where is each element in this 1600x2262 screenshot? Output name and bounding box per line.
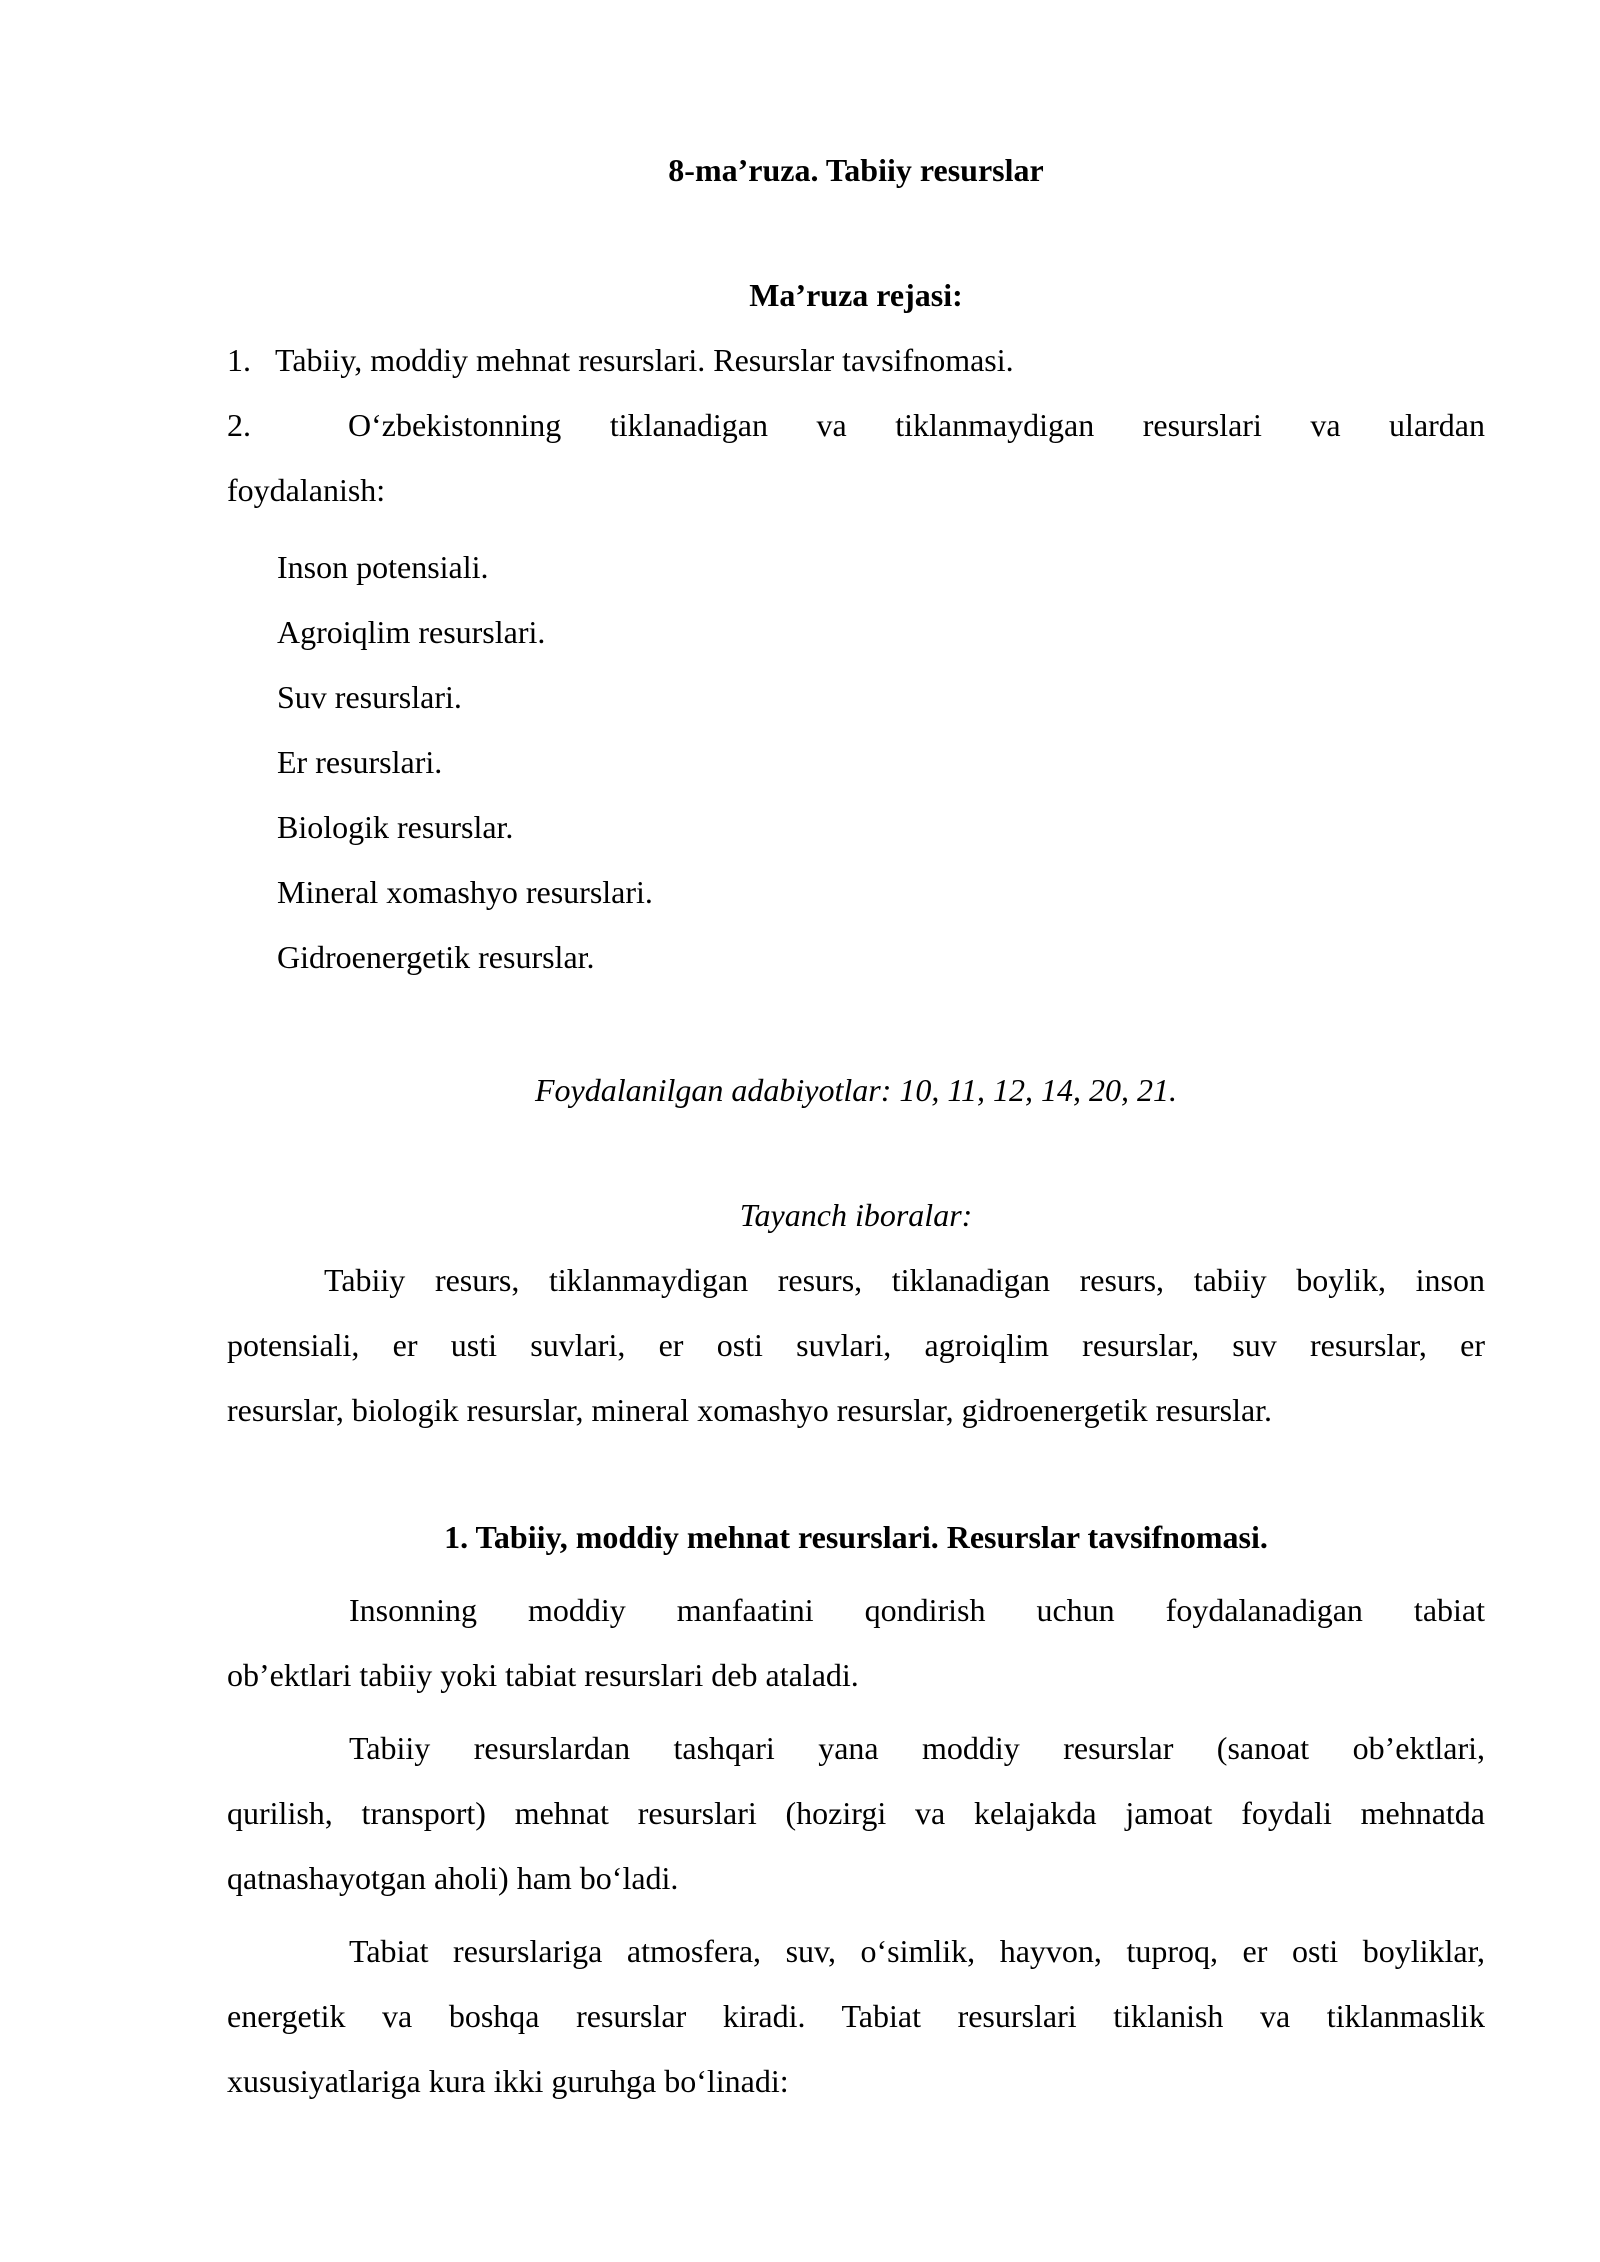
plan-sub-items <box>227 535 1485 990</box>
keywords-paragraph <box>227 1248 1485 1443</box>
paragraph-3-line: Tabiat resurslariga atmosfera, suv, oʻsimlik, hayvon, tuproq, er osti boyliklar, <box>349 1933 1485 1969</box>
paragraph-1-line: Insonning moddiy manfaatini qondirish uchun foydalanadigan tabiat <box>349 1592 1485 1628</box>
section-1-heading: 1. Tabiiy, moddiy mehnat resurslari. Resurslar tavsifnomasi. <box>444 1519 1268 1555</box>
plan-item-2-line-1: 2. Oʻzbekistonning tiklanadigan va tiklanmaydigan resurslari va ulardan <box>227 407 1485 443</box>
paragraph-3 <box>227 1919 1485 2114</box>
references-line: Foydalanilgan adabiyotlar: 10, 11, 12, 14, 20, 21. <box>534 1072 1178 1108</box>
plan-item-2-line-2: foydalanish: <box>227 472 386 508</box>
plan-item-2 <box>227 393 1485 523</box>
paragraph-3-line: xususiyatlariga kura ikki guruhga boʻlinadi: <box>227 2063 789 2099</box>
paragraph-3-line: energetik va boshqa resurslar kiradi. Tabiat resurslari tiklanish va tiklanmaslik <box>227 1998 1485 2034</box>
keywords-paragraph-line: resurslar, biologik resurslar, mineral xomashyo resurslar, gidroenergetik resurslar. <box>227 1392 1273 1428</box>
plan-sub-item: Er resurslari. <box>277 744 443 780</box>
plan-sub-item: Biologik resurslar. <box>277 809 514 845</box>
plan-sub-item: Suv resurslari. <box>277 679 462 715</box>
paragraph-2-line: qatnashayotgan aholi) ham boʻladi. <box>227 1860 679 1896</box>
keywords-paragraph-line: Tabiiy resurs, tiklanmaydigan resurs, tiklanadigan resurs, tabiiy boylik, inson <box>324 1262 1485 1298</box>
paragraph-2-line: Tabiiy resurslardan tashqari yana moddiy resurslar (sanoat ob’ektlari, <box>349 1730 1485 1766</box>
document-title: 8-ma’ruza. Tabiiy resurslar <box>668 152 1044 188</box>
paragraph-1 <box>227 1578 1485 1708</box>
plan-sub-item: Agroiqlim resurslari. <box>277 614 546 650</box>
paragraph-2-line: qurilish, transport) mehnat resurslari (hozirgi va kelajakda jamoat foydali mehnatda <box>227 1795 1485 1831</box>
plan-sub-item: Mineral xomashyo resurslari. <box>277 874 653 910</box>
keywords-paragraph-line: potensiali, er usti suvlari, er osti suvlari, agroiqlim resurslar, suv resurslar, er <box>227 1327 1485 1363</box>
plan-item-1: 1. Tabiiy, moddiy mehnat resurslari. Resurslar tavsifnomasi. <box>227 342 1014 378</box>
paragraph-1-line: ob’ektlari tabiiy yoki tabiat resurslari deb ataladi. <box>227 1657 859 1693</box>
plan-sub-item: Inson potensiali. <box>277 549 489 585</box>
plan-heading: Ma’ruza rejasi: <box>749 277 963 313</box>
keywords-heading: Tayanch iboralar: <box>739 1197 973 1233</box>
plan-sub-item: Gidroenergetik resurslar. <box>277 939 595 975</box>
paragraph-2 <box>227 1716 1485 1911</box>
